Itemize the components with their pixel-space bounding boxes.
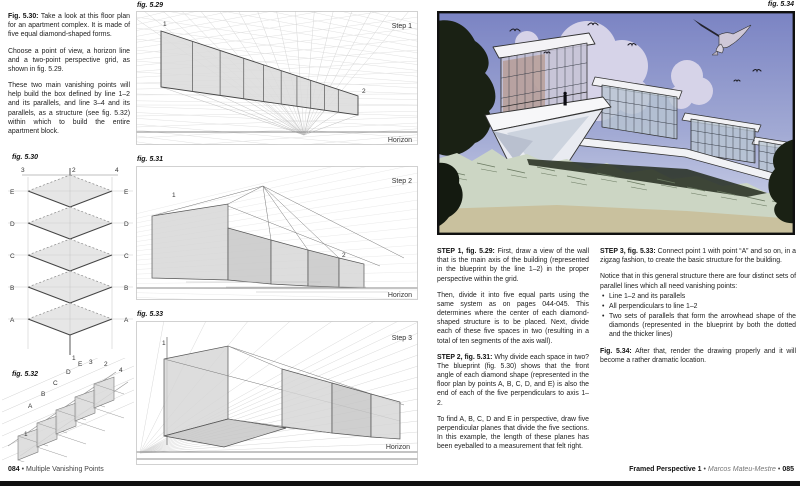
point-label-1: 1 [163, 21, 167, 28]
fig-5-30-label: fig. 5.30 [12, 154, 39, 161]
page-edge-bar [0, 481, 800, 486]
bullet-text: Line 1–2 and its parallels [609, 292, 686, 300]
fig-5-32-label: fig. 5.32 [12, 371, 39, 378]
row-label: B [124, 285, 129, 292]
row-label: D [10, 221, 15, 228]
step-body: Then, divide it into five equal parts using the same system as on pages 044-045. This determines where the center of each diamond-shaped structure is to be placed. Next, divide each of these five spaces in two (resulting in a total of ten segments of the axis wall). [437, 291, 589, 345]
point-label: 2 [104, 361, 108, 368]
fig-5-33-diagram [136, 321, 418, 465]
row-label: A [10, 317, 15, 324]
bullet-text: All perpendiculars to line 1–2 [609, 302, 698, 310]
point-label: 4 [119, 367, 123, 374]
separator: • [703, 466, 706, 473]
page-number: 084 [8, 466, 20, 473]
point-label: 1 [24, 431, 28, 438]
point-label: B [41, 391, 46, 398]
person-silhouette [563, 92, 566, 106]
fig-5-31-diagram [136, 166, 418, 300]
intro-lead: Fig. 5.30: [8, 13, 39, 20]
row-label: B [10, 285, 15, 292]
point-label-1: 1 [162, 340, 166, 347]
left-page-footer [8, 466, 104, 473]
step-lead: STEP 3, fig. 5.33: [600, 248, 656, 255]
author-name: Marcos Mateu-Mestre [707, 466, 776, 473]
horizon-label: Horizon [387, 292, 412, 299]
step-body: Connect point 1 with point “A” and so on, in a zigzag fashion, to create the basic structure for the building. [600, 248, 796, 265]
point-label: E [78, 361, 83, 368]
fig-534-lead: Fig. 5.34: [600, 347, 632, 355]
row-label: A [124, 317, 129, 324]
step-text-column-2 [600, 247, 796, 372]
separator: • [21, 466, 25, 473]
step-lead: STEP 2, fig. 5.31: [437, 353, 493, 361]
step-lead: STEP 1, fig. 5.29: [437, 248, 495, 255]
point-label-1: 1 [172, 192, 176, 199]
step-text-column-1 [437, 247, 589, 458]
book-title: Framed Perspective 1 [629, 466, 702, 473]
fig-5-33-label: fig. 5.33 [137, 311, 164, 318]
axis-label-1: 1 [72, 355, 76, 361]
fig-5-34-illustration [437, 11, 795, 235]
fig-5-32-diagram [2, 358, 134, 462]
step-label: Step 1 [391, 23, 412, 30]
axis-label-4: 4 [115, 167, 119, 174]
bullet-dot: • [602, 292, 605, 300]
bullet-item [602, 292, 796, 301]
page-number: 085 [782, 466, 794, 473]
fig-5-31-label: fig. 5.31 [137, 156, 164, 163]
step-body: Notice that in this general structure there are four distinct sets of parallel lines which all need vanishing points: [600, 273, 796, 290]
intro-body: Take a look at this floor plan for an apartment complex. It is made of five equal diamond-shaped forms. [8, 13, 130, 39]
step-label: Step 3 [391, 335, 412, 342]
right-page-footer [629, 466, 794, 473]
intro-body: These two main vanishing points will help build the box defined by line 1–2 and its parallels, and line 3–4 and its parallels, as a structure (see fig. 5.32) within which to build the entire apartment block. [8, 82, 130, 135]
intro-paragraph [8, 81, 130, 136]
bullet-text: Two sets of parallels that form the arrowhead shape of the diamonds (represented in the blueprint by both the dotted and the thicker lines) [609, 313, 796, 339]
point-label: 3 [89, 359, 93, 366]
bullet-item [602, 312, 796, 340]
section-title: Multiple Vanishing Points [26, 466, 104, 473]
row-label: C [10, 253, 15, 260]
left-intro-text [8, 12, 130, 143]
point-label-2: 2 [362, 88, 366, 95]
step-label: Step 2 [391, 178, 412, 185]
horizon-label: Horizon [387, 137, 412, 144]
intro-paragraph [8, 12, 130, 40]
separator: • [777, 466, 781, 473]
row-label: E [10, 189, 15, 196]
point-label: C [53, 380, 58, 387]
intro-body: Choose a point of view, a horizon line and a two-point perspective grid, as shown in fig. 5.29. [8, 47, 130, 73]
fig-5-30-diagram [8, 163, 133, 361]
intro-paragraph [8, 47, 130, 75]
bullet-item [602, 302, 796, 311]
axis-label-3: 3 [21, 167, 25, 174]
row-label: E [124, 189, 129, 196]
point-label: D [66, 369, 71, 376]
axis-label-2: 2 [72, 167, 76, 174]
step-body: To find A, B, C, D and E in perspective, draw five perpendicular planes that divide the five sections. In this example, the length of these planes has been eyeballed to a measurement that felt right. [437, 415, 589, 451]
horizon-label: Horizon [385, 444, 410, 451]
row-label: C [124, 253, 129, 260]
step-body: First, draw a view of the wall that is the main axis of the building (represented in the blueprint by the line 1–2) in the proper perspective within the grid. [437, 248, 589, 283]
fig-5-34-label: fig. 5.34 [767, 1, 794, 8]
row-label: D [124, 221, 129, 228]
fig-5-29-label: fig. 5.29 [137, 2, 164, 9]
fig-534-body: After that, render the drawing properly and it will become a rather dramatic location. [600, 347, 796, 364]
point-label-2: 2 [342, 252, 346, 259]
step-body: Why divide each space in two? The blueprint (fig. 5.30) shows that the front angle of each diamond shape (represented in the floor plan by points A, B, C, D, and E) is also the end of each of the five perpendiculars to axis 1–2. [437, 353, 589, 407]
fig-5-29-diagram [136, 11, 418, 145]
bullet-dot: • [602, 313, 605, 321]
bullet-dot: • [602, 302, 605, 310]
point-label: A [28, 403, 33, 410]
